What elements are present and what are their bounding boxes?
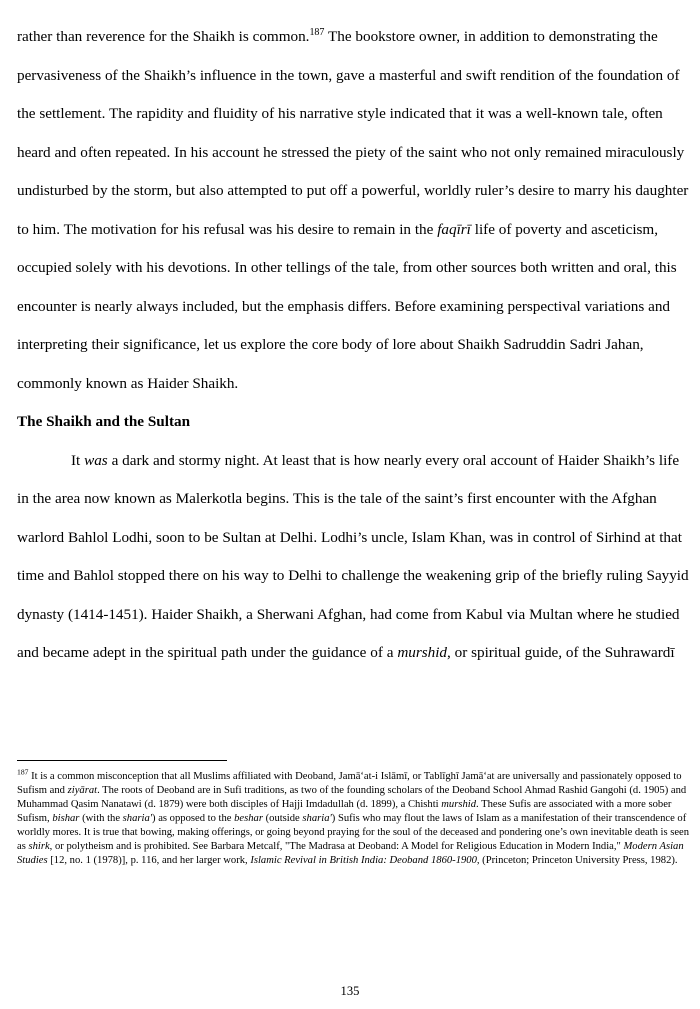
italic-run: murshid xyxy=(397,644,447,661)
italic-run: sharia' xyxy=(122,813,153,825)
text-run: It is a common misconception that all Muslims affiliated with Deoband, Jamāʻat-i Islāmī, or Tablīghī Jamāʻat are universally and passionately opposed to Sufism and xyxy=(17,771,682,797)
text-run: a dark and stormy night. At least that is how nearly every oral account of Haider Shaikh’s life in the area now known as Malerkotla begins. This is the tale of the saint’s first encounter with the Afghan warlord Bahlol Lodhi, soon to be Sultan at Delhi. Lodhi’s uncle, Islam Khan, was in control of Sirhind at that time and Bahlol stopped there on his way to Delhi to challenge the weakening grip of the briefly ruling Sayyid dynasty (1414-1451). Haider Shaikh, a Sherwani Afghan, had come from Kabul via Multan where he studied and became adept in the spiritual path under the guidance of a xyxy=(17,451,689,661)
italic-run: bishar xyxy=(52,813,80,825)
italic-run: faqīrī xyxy=(437,220,471,238)
italic-run: murshid xyxy=(441,799,476,811)
text-run: ) as opposed to the xyxy=(152,813,235,825)
text-run: [12, no. 1 (1978)], p. 116, and her larger work, xyxy=(47,855,251,867)
text-run: ) Sufis who may flout the laws of Islam as a manifestation of their transcendence of worldly mores. It is true that bowing, making offerings, or going beyond praying for the soul of the deceased and pondering one’s own inevitable death is seen as xyxy=(17,813,690,853)
footnote-187 xyxy=(17,767,693,868)
italic-run: sharia' xyxy=(302,813,332,825)
footnote-reference-marker: 187 xyxy=(309,26,325,38)
text-run: The bookstore owner, in addition to demonstrating the pervasiveness of the Shaikh’s influence in the town, gave a masterful and swift rendition of the foundation of the settlement. The rapidity and fluidity of his narrative style indicated that it was a well-known tale, often heard and often repeated. In his account he stressed the piety of the saint who not only remained miraculously undisturbed by the storm, but also attempted to put off a powerful, worldly ruler’s desire to marry his daughter to him. The motivation for his refusal was his desire to remain in the xyxy=(17,28,689,238)
text-run: . The roots of Deoband are in Sufi traditions, as two of the founding scholars of the Deoband School Ahmad Rashid Gangohi (d. 1905) and Muhammad Qasim Nanatawi (d. 1879) were both disciples of Hajji Imdadullah (d. 1899), a Chishti xyxy=(17,785,687,811)
footnote-separator-rule xyxy=(17,760,227,761)
text-run: (outside xyxy=(262,813,303,825)
italic-run: was xyxy=(84,451,108,469)
text-run: rather than reverence for the Shaikh is common. xyxy=(17,28,310,45)
text-run: , or spiritual guide, of the Suhrawardī xyxy=(446,644,675,661)
text-run: It xyxy=(71,451,85,469)
footnote-area xyxy=(17,760,693,868)
body-text-block xyxy=(17,18,691,673)
footnote-number: 187 xyxy=(17,767,29,777)
italic-run: shirk xyxy=(28,841,50,853)
italic-run: Islamic Revival in British India: Deoband 1860-1900, xyxy=(250,855,480,867)
page-number: 135 xyxy=(340,984,360,998)
text-run: (with the xyxy=(79,813,123,825)
italic-run: ziyārat xyxy=(67,785,98,797)
text-run: . These Sufis are associated with a more sober Sufism, xyxy=(17,799,672,825)
text-run: life of poverty and asceticism, occupied solely with his devotions. In other tellings of the tale, from other sources both written and oral, this encounter is nearly always included, but the emphasis differs. Before examining perspectival variations and interpreting their significance, let us explore the core body of lore about Shaikh Sadruddin Sadri Jahan, commonly known as Haider Shaikh. xyxy=(17,220,677,392)
text-run: (Princeton; Princeton University Press, 1982). xyxy=(479,855,678,867)
paragraph-continuation xyxy=(17,18,691,403)
section-heading: The Shaikh and the Sultan xyxy=(17,413,191,430)
italic-run: beshar xyxy=(234,813,263,825)
text-run: , or polytheism and is prohibited. See Barbara Metcalf, "The Madrasa at Deoband: A Model for Religious Education in Modern India," xyxy=(49,841,624,853)
italic-run: Modern Asian Studies xyxy=(17,841,684,867)
paragraph-shaikh-sultan xyxy=(17,442,691,673)
